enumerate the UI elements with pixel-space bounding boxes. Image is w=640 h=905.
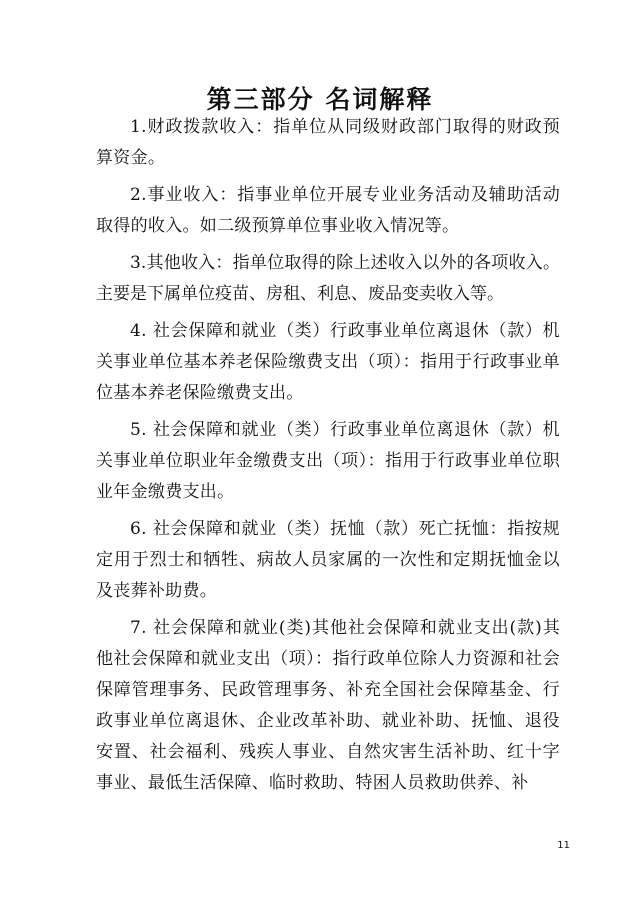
definition-paragraph-6: 6. 社会保障和就业（类）抚恤（款）死亡抚恤：指按规定用于烈士和牺牲、病故人员家属的一次性和定期抚恤金以及丧葬补助费。: [96, 519, 560, 601]
document-body: [96, 112, 560, 805]
definition-paragraph-3: 3.其他收入：指单位取得的除上述收入以外的各项收入。主要是下属单位疫苗、房租、利息、废品变卖收入等。: [96, 253, 560, 304]
definition-paragraph-4: 4. 社会保障和就业（类）行政事业单位离退休（款）机关事业单位基本养老保险缴费支出（项）：指用于行政事业单位基本养老保险缴费支出。: [96, 321, 560, 403]
definition-paragraph-2: 2.事业收入：指事业单位开展专业业务活动及辅助活动取得的收入。如二级预算单位事业收入情况等。: [96, 185, 560, 236]
definition-paragraph-1: 1.财政拨款收入：指单位从同级财政部门取得的财政预算资金。: [96, 117, 560, 168]
page-number: 11: [557, 840, 570, 851]
definition-paragraph-5: 5. 社会保障和就业（类）行政事业单位离退休（款）机关事业单位职业年金缴费支出（项）：指用于行政事业单位职业年金缴费支出。: [96, 420, 560, 502]
definition-paragraph-7: 7. 社会保障和就业(类)其他社会保障和就业支出(款)其他社会保障和就业支出（项）：指行政单位除人力资源和社会保障管理事务、民政管理事务、补充全国社会保障基金、行政事业单位离退休、企业改革补助、就业补助、抚恤、退役安置、社会福利、残疾人事业、自然灾害生活补助、红十字事业、最低生活保障、临时救助、特困人员救助供养、补: [96, 618, 560, 793]
section-title: 第三部分 名词解释: [206, 85, 434, 114]
